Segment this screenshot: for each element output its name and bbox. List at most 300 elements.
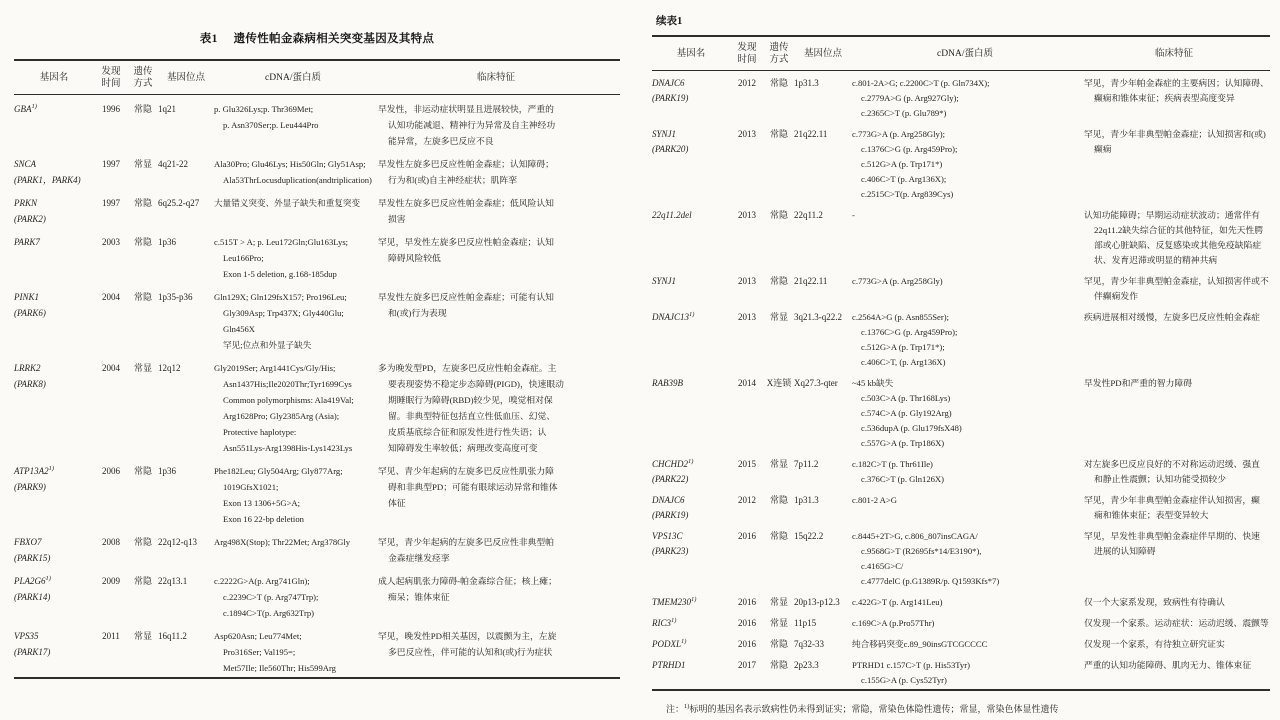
cdna-protein-cell <box>214 150 372 189</box>
gene-symbol: DNAJC6 <box>652 78 685 88</box>
clinical-line: 进展的认知障碍 <box>1094 546 1156 556</box>
cdna-line: ~45 kb缺失 <box>852 378 894 388</box>
clinical-line: 认知功能障碍；早期运动症状波动；通常伴有 <box>1084 210 1260 220</box>
gene-symbol: CHCHD2$^{1)}$ <box>652 458 694 469</box>
cdna-line: c.801-2 A>G <box>852 495 897 505</box>
cdna-line: c.801-2A>G; c.2200C>T (p. Gln734X); <box>852 78 990 88</box>
gene-name-cell <box>14 528 94 567</box>
clinical-line: 体征 <box>388 498 406 508</box>
cdna-line: c.1376C>G (p. Arg459Pro); <box>861 144 958 154</box>
table-row <box>652 488 1270 524</box>
gene-name-cell <box>14 457 94 528</box>
header-gene-name: 基因名 <box>652 36 730 71</box>
discovery-year-cell: 2013 <box>738 210 756 220</box>
locus-cell: 1p31.3 <box>794 78 819 88</box>
header-inheritance: 遗传 方式 <box>764 36 794 71</box>
discovery-year-cell: 1997 <box>102 159 120 169</box>
cdna-line: c.512G>A (p. Trp171*); <box>861 342 945 352</box>
header-inheritance: 遗传 方式 <box>128 60 158 95</box>
locus-cell: 1p31.3 <box>794 495 819 505</box>
gene-symbol: PTRHD1 <box>652 660 686 670</box>
clinical-line: 损害 <box>388 214 406 224</box>
cdna-protein-cell <box>214 95 372 151</box>
locus-cell: 1q21 <box>158 104 176 114</box>
cdna-protein-cell <box>214 622 372 678</box>
discovery-year-cell: 2012 <box>738 78 756 88</box>
inheritance-cell: 常隐 <box>769 129 788 139</box>
gene-name-cell <box>14 95 94 151</box>
cdna-line: c.2564A>G (p. Asn855Ser); <box>852 312 949 322</box>
locus-cell: 21q22.11 <box>794 129 828 139</box>
table-row <box>652 524 1270 590</box>
table-row <box>14 283 620 354</box>
cdna-line: c.1894C>T(p. Arg632Trp) <box>223 608 315 618</box>
gene-name-cell <box>652 488 730 524</box>
cdna-line: Asn1437His;Ile2020Thr;Tyr1699Cys <box>223 379 352 389</box>
inheritance-cell: 常隐 <box>133 237 152 247</box>
clinical-line: 状、发育迟滞或明显的精神共病 <box>1094 255 1218 265</box>
cdna-line: p. Asn370Ser;p. Leu444Pro <box>223 120 319 130</box>
clinical-features-cell <box>372 283 620 354</box>
gene-table-1-continued <box>652 35 1270 691</box>
cdna-line: c.8445+2T>G, c.806_807insCAGA/ <box>852 531 978 541</box>
clinical-line: 留。非典型特征包括直立性低血压、幻觉、 <box>388 411 556 421</box>
clinical-line: 罕见、青少年起病的左旋多巴反应性肌张力障 <box>378 466 554 476</box>
inheritance-cell: 常隐 <box>769 495 788 505</box>
table-row <box>14 567 620 622</box>
clinical-features-cell <box>1078 71 1270 123</box>
clinical-features-cell <box>1078 524 1270 590</box>
clinical-line: 要表现姿势不稳定步态障碍(PIGD)，快速眼动 <box>388 379 564 389</box>
clinical-features-cell <box>372 567 620 622</box>
gene-symbol: PRKN <box>14 198 38 208</box>
clinical-line: 知障碍发生率较低；病理改变高度可变 <box>388 443 538 453</box>
cdna-protein-cell <box>852 488 1078 524</box>
cdna-line: Ala30Pro; Glu46Lys; His50Gln; Gly51Asp; <box>214 159 366 169</box>
cdna-line: c.406C>T (p. Arg136X); <box>861 174 947 184</box>
gene-name-cell <box>652 71 730 123</box>
cdna-line: PTRHD1 c.157C>T (p. His53Tyr) <box>852 660 970 670</box>
cdna-line: c.2779A>G (p. Arg927Gly); <box>861 93 959 103</box>
cdna-line: 纯合移码突变c.89_90insGTCGCCCC <box>852 639 988 649</box>
inheritance-cell: 常隐 <box>769 276 788 286</box>
cdna-line: c.169C>A (p.Pro57Thr) <box>852 618 935 628</box>
discovery-year-cell: 2009 <box>102 576 120 586</box>
gene-alias: (PARK20) <box>652 144 689 154</box>
table-number: 表1 <box>199 33 218 45</box>
clinical-line: 多为晚发型PD，左旋多巴反应性帕金森症。主 <box>378 363 557 373</box>
clinical-line: 罕见，青少年非典型帕金森症；认知损害和(或) <box>1084 129 1266 139</box>
cdna-line: c.557G>A (p. Trp186X) <box>861 438 945 448</box>
gene-name-cell <box>652 524 730 590</box>
table-title <box>14 30 620 46</box>
clinical-features-cell <box>1078 452 1270 488</box>
clinical-line: 成人起病肌张力障碍-帕金森综合征；核上瘫； <box>378 576 557 586</box>
clinical-line: 对左旋多巴反应良好的不对称运动迟缓、强直 <box>1084 459 1260 469</box>
clinical-line: 伴癫痫发作 <box>1094 291 1138 301</box>
clinical-line: 早发性左旋多巴反应性帕金森症；可能有认知 <box>378 292 554 302</box>
clinical-line: 癫痫和锥体束征；疾病表型高度变异 <box>1094 93 1235 103</box>
cdna-line: Pro316Ser; Val195=; <box>223 647 296 657</box>
clinical-line: 仅发现一个家系。运动症状：运动迟缓、震颤等 <box>1084 618 1269 628</box>
table-row <box>14 622 620 678</box>
table-row <box>652 203 1270 269</box>
locus-cell: 22q11.2 <box>794 210 823 220</box>
table-row <box>652 371 1270 452</box>
gene-symbol: FBXO7 <box>14 537 42 547</box>
clinical-line: 严重的认知功能障碍、肌肉无力、锥体束征 <box>1084 660 1252 670</box>
clinical-line: 罕见，青少年起病的左旋多巴反应性非典型帕 <box>378 537 554 547</box>
discovery-year-cell: 2017 <box>738 660 756 670</box>
clinical-features-cell <box>1078 611 1270 632</box>
clinical-line: 疾病进展相对缓慢，左旋多巴反应性帕金森症 <box>1084 312 1260 322</box>
gene-alias: (PARK2) <box>14 214 46 224</box>
cdna-protein-cell <box>214 228 372 283</box>
clinical-features-cell <box>1078 632 1270 653</box>
clinical-line: 皮质基底综合征和原发性进行性失语；认 <box>388 427 547 437</box>
cdna-line: Asn551Lys-Arg1398His-Lys1423Lys <box>223 443 353 453</box>
cdna-line: Gln129X; Gln129fsX157; Pro196Leu; <box>214 292 347 302</box>
table-row <box>652 632 1270 653</box>
gene-symbol: PLA2G6$^{1)}$ <box>14 575 51 586</box>
header-cdna-protein: cDNA/蛋白质 <box>214 60 372 95</box>
locus-cell: 3q21.3-q22.2 <box>794 312 842 322</box>
table-row <box>14 150 620 189</box>
cdna-line: c.2239C>T (p. Arg747Trp); <box>223 592 319 602</box>
inheritance-cell: 常隐 <box>769 660 788 670</box>
page-left <box>14 0 620 679</box>
gene-symbol: SYNJ1 <box>652 129 677 139</box>
cdna-line: Gly2019Ser; Arg1441Cys/Gly/His; <box>214 363 336 373</box>
gene-symbol: RIC3$^{1)}$ <box>652 617 677 628</box>
cdna-line: Ala53ThrLocusduplication(andtriplication) <box>223 175 372 185</box>
inheritance-cell: 常隐 <box>133 198 152 208</box>
inheritance-cell: 常隐 <box>769 531 788 541</box>
clinical-line: 癫痫 <box>1094 144 1112 154</box>
clinical-features-cell <box>372 622 620 678</box>
gene-table-1 <box>14 59 620 679</box>
cdna-line: c.512G>A (p. Trp171*) <box>861 159 943 169</box>
gene-symbol: DNAJC6 <box>652 495 685 505</box>
clinical-features-cell <box>372 150 620 189</box>
table-row <box>652 305 1270 371</box>
clinical-line: 罕见，青少年非典型帕金森症伴认知损害，癫 <box>1084 495 1260 505</box>
gene-name-cell <box>14 283 94 354</box>
gene-name-cell <box>652 452 730 488</box>
clinical-line: 痫和锥体束征；表型变异较大 <box>1094 510 1209 520</box>
cdna-line: Gly309Asp; Trp437X; Gly440Glu; <box>223 308 344 318</box>
clinical-features-cell <box>372 354 620 457</box>
cdna-line: Asp620Asn; Leu774Met; <box>214 631 302 641</box>
cdna-protein-cell <box>214 528 372 567</box>
discovery-year-cell: 2016 <box>738 531 756 541</box>
cdna-protein-cell <box>852 524 1078 590</box>
clinical-features-cell <box>1078 122 1270 203</box>
gene-name-cell <box>652 653 730 690</box>
clinical-line: 仅发现一个家系，有待独立研究证实 <box>1084 639 1225 649</box>
clinical-line: 碍和非典型PD；可能有眼球运动异常和锥体 <box>388 482 558 492</box>
gene-name-cell <box>652 590 730 611</box>
cdna-line: c.515T > A; p. Leu172Gln;Glu163Lys; <box>214 237 349 247</box>
cdna-line: c.376C>T (p. Gln126X) <box>861 474 944 484</box>
discovery-year-cell: 2003 <box>102 237 120 247</box>
clinical-line: 早发性左旋多巴反应性帕金森症；低风险认知 <box>378 198 554 208</box>
table-header <box>14 60 620 95</box>
discovery-year-cell: 2016 <box>738 639 756 649</box>
gene-symbol: TMEM230$^{1)}$ <box>652 596 697 607</box>
inheritance-cell: 常显 <box>769 459 788 469</box>
cdna-protein-cell <box>852 653 1078 690</box>
cdna-line: - <box>852 210 855 220</box>
gene-symbol: SYNJ1 <box>652 276 677 286</box>
continued-table-label: 续表1 <box>656 16 683 27</box>
inheritance-cell: 常隐 <box>133 292 152 302</box>
clinical-line: 罕见，晚发性PD相关基因，以震颤为主，左旋 <box>378 631 557 641</box>
discovery-year-cell: 2006 <box>102 466 120 476</box>
gene-symbol: DNAJC13$^{1)}$ <box>652 311 695 322</box>
inheritance-cell: 常显 <box>769 618 788 628</box>
inheritance-cell: 常显 <box>133 363 152 373</box>
locus-cell: 22q13.1 <box>158 576 188 586</box>
locus-cell: 1p36 <box>158 237 176 247</box>
gene-name-cell <box>14 228 94 283</box>
gene-alias: (PARK22) <box>652 474 689 484</box>
clinical-features-cell <box>1078 371 1270 452</box>
clinical-line: 认知功能减退、精神行为异常及自主神经功 <box>388 120 556 130</box>
discovery-year-cell: 2016 <box>738 618 756 628</box>
table-row <box>14 354 620 457</box>
clinical-line: 多巴反应性，伴可能的认知和(或)行为症状 <box>388 647 553 657</box>
cdna-line: Protective haplotype: <box>223 427 297 437</box>
locus-cell: 1p36 <box>158 466 176 476</box>
cdna-line: c.1376C>G (p. Arg459Pro); <box>861 327 958 337</box>
inheritance-cell: 常隐 <box>133 576 152 586</box>
header-clinical-features: 临床特征 <box>372 60 620 95</box>
cdna-line: 罕见;位点和外显子缺失 <box>223 340 312 350</box>
cdna-protein-cell <box>214 354 372 457</box>
locus-cell: 21q22.11 <box>794 276 828 286</box>
inheritance-cell: 常隐 <box>769 639 788 649</box>
clinical-features-cell <box>1078 269 1270 305</box>
table-row <box>652 452 1270 488</box>
discovery-year-cell: 2016 <box>738 597 756 607</box>
discovery-year-cell: 1997 <box>102 198 120 208</box>
gene-alias: (PARK14) <box>14 592 51 602</box>
table-body <box>14 95 620 679</box>
cdna-line: c.773G>A (p. Arg258Gly); <box>852 129 946 139</box>
cdna-line: Arg498X(Stop); Thr22Met; Arg378Gly <box>214 537 351 547</box>
inheritance-cell: 常显 <box>769 312 788 322</box>
inheritance-cell: 常隐 <box>133 466 152 476</box>
clinical-line: 能异常，左旋多巴反应不良 <box>388 136 494 146</box>
discovery-year-cell: 2015 <box>738 459 756 469</box>
cdna-line: Gln456X <box>223 324 255 334</box>
gene-alias: (PARK6) <box>14 308 46 318</box>
gene-symbol: PINK1 <box>14 292 40 302</box>
table-row <box>652 122 1270 203</box>
locus-cell: 16q11.2 <box>158 631 187 641</box>
table-row <box>14 528 620 567</box>
locus-cell: 11p15 <box>794 618 817 628</box>
locus-cell: 20p13-p12.3 <box>794 597 840 607</box>
clinical-line: 障碍风险较低 <box>388 253 441 263</box>
cdna-line: Exon 1-5 deletion, g.168-185dup <box>223 269 337 279</box>
cdna-line: Leu166Pro; <box>223 253 264 263</box>
locus-cell: 2p23.3 <box>794 660 819 670</box>
header-gene-name: 基因名 <box>14 60 94 95</box>
clinical-features-cell <box>1078 305 1270 371</box>
gene-alias: (PARK19) <box>652 93 689 103</box>
locus-cell: 4q21-22 <box>158 159 188 169</box>
clinical-line: 罕见，早发性非典型帕金森症伴早期的、快速 <box>1084 531 1260 541</box>
cdna-protein-cell <box>852 371 1078 452</box>
clinical-features-cell <box>372 95 620 151</box>
cdna-line: Common polymorphisms: Ala419Val; <box>223 395 354 405</box>
gene-name-cell <box>14 622 94 678</box>
clinical-line: 金森症继发痉挛 <box>388 553 450 563</box>
cdna-protein-cell <box>852 452 1078 488</box>
locus-cell: 12q12 <box>158 363 181 373</box>
cdna-line: c.2222G>A(p. Arg741Gln); <box>214 576 310 586</box>
locus-cell: Xq27.3-qter <box>794 378 838 388</box>
discovery-year-cell: 2013 <box>738 129 756 139</box>
cdna-line: Met57Ile; Ile560Thr; His599Arg <box>223 663 336 673</box>
cdna-line: Phe182Leu; Gly504Arg; Gly877Arg; <box>214 466 343 476</box>
cdna-protein-cell <box>852 122 1078 203</box>
table-body <box>652 71 1270 691</box>
discovery-year-cell: 2012 <box>738 495 756 505</box>
clinical-features-cell <box>372 228 620 283</box>
cdna-line: Exon 13 1306+5G>A; <box>223 498 301 508</box>
clinical-line: 仅一个大家系发现，致病性有待确认 <box>1084 597 1225 607</box>
table-row <box>652 611 1270 632</box>
cdna-line: c.155G>A (p. Cys52Tyr) <box>861 675 947 685</box>
discovery-year-cell: 2008 <box>102 537 120 547</box>
discovery-year-cell: 2004 <box>102 363 120 373</box>
cdna-line: c.503C>A (p. Thr168Lys) <box>861 393 951 403</box>
gene-symbol: GBA$^{1)}$ <box>14 103 37 114</box>
gene-symbol: LRRK2 <box>14 363 41 373</box>
cdna-protein-cell <box>852 611 1078 632</box>
inheritance-cell: 常显 <box>133 159 152 169</box>
clinical-line: 期睡眠行为障碍(RBD)较少见，嗅觉相对保 <box>388 395 553 405</box>
gene-alias: (PARK1，PARK4) <box>14 175 81 185</box>
clinical-line: 罕见，早发性左旋多巴反应性帕金森症；认知 <box>378 237 554 247</box>
cdna-line: 1019GfsX1021; <box>223 482 279 492</box>
gene-alias: (PARK23) <box>652 546 689 556</box>
gene-name-cell <box>14 354 94 457</box>
clinical-features-cell <box>372 528 620 567</box>
locus-cell: 6q25.2-q27 <box>158 198 200 208</box>
cdna-protein-cell <box>214 567 372 622</box>
gene-name-cell <box>14 150 94 189</box>
header-locus: 基因位点 <box>158 60 214 95</box>
locus-cell: 1p35-p36 <box>158 292 193 302</box>
inheritance-cell: 常隐 <box>133 537 152 547</box>
gene-name-cell <box>652 122 730 203</box>
gene-name-cell <box>652 305 730 371</box>
cdna-protein-cell <box>852 71 1078 123</box>
discovery-year-cell: 2004 <box>102 292 120 302</box>
cdna-line: 大量错义突变、外显子缺失和重复突变 <box>214 198 361 208</box>
gene-name-cell <box>652 203 730 269</box>
gene-symbol: RAB39B <box>652 378 683 388</box>
table-row <box>652 71 1270 123</box>
clinical-line: 早发性左旋多巴反应性帕金森症；认知障碍； <box>378 159 554 169</box>
clinical-line: 罕见，青少年非典型帕金森症，认知损害伴或不 <box>1084 276 1269 286</box>
cdna-protein-cell <box>852 203 1078 269</box>
clinical-line: 罕见，青少年帕金森症的主要病因；认知障碍、 <box>1084 78 1269 88</box>
gene-name-cell <box>652 611 730 632</box>
header-clinical-features: 临床特征 <box>1078 36 1270 71</box>
cdna-line: c.9568G>T (R2695fs*14/E3190*), <box>861 546 982 556</box>
inheritance-cell: 常显 <box>133 631 152 641</box>
cdna-line: Arg1628Pro; Gly2385Arg (Asia); <box>223 411 340 421</box>
inheritance-cell: 常隐 <box>769 210 788 220</box>
gene-alias: (PARK15) <box>14 553 51 563</box>
cdna-line: c.4165G>C/ <box>861 561 904 571</box>
cdna-protein-cell <box>214 189 372 228</box>
header-cdna-protein: cDNA/蛋白质 <box>852 36 1078 71</box>
inheritance-cell: 常隐 <box>769 78 788 88</box>
cdna-line: c.4777delC (p.G1389R/p. Q1593Kfs*7) <box>861 576 1000 586</box>
gene-name-cell <box>14 567 94 622</box>
locus-cell: 15q22.2 <box>794 531 824 541</box>
gene-alias: (PARK19) <box>652 510 689 520</box>
gene-alias: (PARK17) <box>14 647 51 657</box>
page-right <box>652 0 1270 715</box>
inheritance-cell: 常显 <box>769 597 788 607</box>
gene-name-cell <box>652 371 730 452</box>
discovery-year-cell: 2014 <box>738 378 756 388</box>
clinical-features-cell <box>372 189 620 228</box>
inheritance-cell: 常隐 <box>133 104 152 114</box>
inheritance-cell: X连锁 <box>766 378 792 388</box>
table-row <box>14 228 620 283</box>
table-row <box>14 457 620 528</box>
cdna-protein-cell <box>852 632 1078 653</box>
table-row <box>652 653 1270 690</box>
clinical-features-cell <box>1078 203 1270 269</box>
clinical-line: 22q11.2缺失综合征的其他特征，如先天性腭 <box>1094 225 1264 235</box>
cdna-line: c.422G>T (p. Arg141Leu) <box>852 597 943 607</box>
footnote: 注：$^{1)}$标明的基因名表示致病性仍未得到证实；常隐，常染色体隐性遗传；常显，常染色体显性遗传 <box>666 703 1059 714</box>
cdna-line: c.182C>T (p. Thr61Ile) <box>852 459 933 469</box>
locus-cell: 22q12-q13 <box>158 537 197 547</box>
clinical-line: 早发性，非运动症状明显且进展较快，严重的 <box>378 104 554 114</box>
discovery-year-cell: 1996 <box>102 104 120 114</box>
clinical-line: 和(或)行为表现 <box>388 308 447 318</box>
clinical-features-cell <box>1078 653 1270 690</box>
gene-name-cell <box>652 269 730 305</box>
clinical-features-cell <box>1078 590 1270 611</box>
clinical-line: 部或心脏缺陷、反复感染或其他免疫缺陷症 <box>1094 240 1262 250</box>
cdna-protein-cell <box>852 590 1078 611</box>
discovery-year-cell: 2013 <box>738 312 756 322</box>
locus-cell: 7p11.2 <box>794 459 819 469</box>
gene-alias: (PARK8) <box>14 379 46 389</box>
cdna-line: c.536dupA (p. Glu179fsX48) <box>861 423 962 433</box>
cdna-protein-cell <box>852 305 1078 371</box>
table-title-text: 遗传性帕金森病相关突变基因及其特点 <box>233 33 435 45</box>
gene-name-cell <box>652 632 730 653</box>
discovery-year-cell: 2011 <box>102 631 120 641</box>
cdna-protein-cell <box>214 457 372 528</box>
cdna-line: p. Glu326Lys;p. Thr369Met; <box>214 104 314 114</box>
clinical-line: 和静止性震颤；认知功能受损较少 <box>1094 474 1226 484</box>
clinical-line: 痴呆；锥体束征 <box>388 592 450 602</box>
gene-symbol: PARK7 <box>14 237 40 247</box>
